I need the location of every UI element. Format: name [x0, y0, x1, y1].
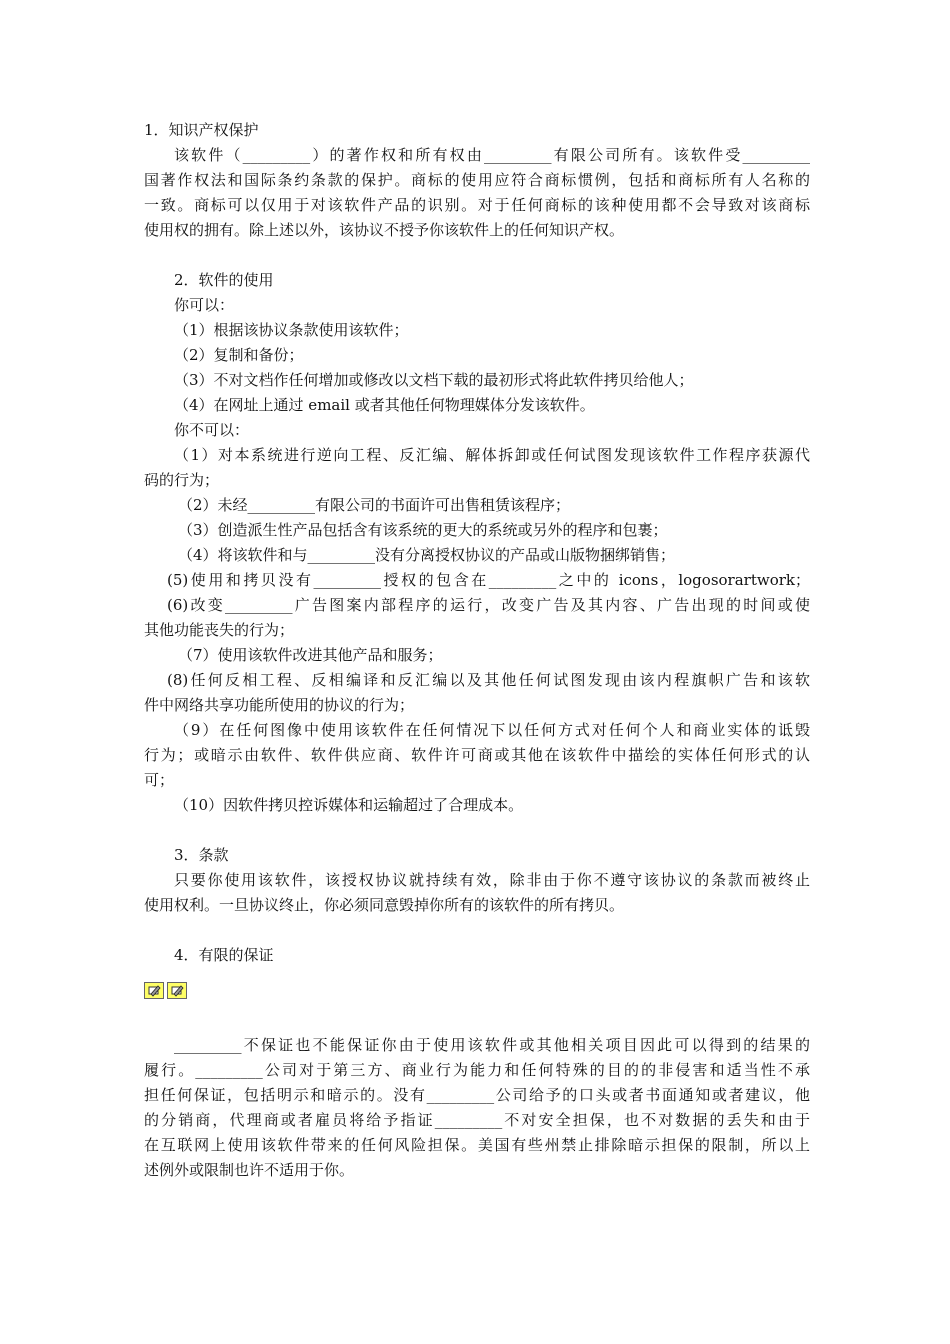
can-item: （4）在网址上通过 email 或者其他任何物理媒体分发该软件。 — [174, 396, 595, 414]
cannot-item: 码的行为； — [144, 471, 220, 489]
section-4-line: _________不保证也不能保证你由于使用该软件或其他相关项目因此可以得到的结果的 — [174, 1036, 810, 1054]
section-1-line: 该软件（_________）的著作权和所有权由_________有限公司所有。该软件受_________ — [174, 146, 810, 164]
cannot-item: 可； — [144, 771, 175, 789]
cannot-item: （3）创造派生性产品包括含有该系统的更大的系统或另外的程序和包裹； — [178, 521, 668, 539]
cannot-item: 件中网络共享功能所使用的协议的行为； — [144, 696, 415, 714]
section-4-heading: 4．有限的保证 — [174, 946, 274, 964]
cannot-item: （2）未经_________有限公司的书面许可出售租赁该程序； — [178, 496, 571, 514]
embedded-icons — [144, 982, 810, 1002]
cannot-item: （9）在任何图像中使用该软件在任何情况下以任何方式对任何个人和商业实体的诋毁 — [174, 721, 810, 739]
section-1-heading: 1．知识产权保护 — [144, 121, 259, 139]
pencil-edit-icon[interactable] — [144, 982, 164, 999]
section-1-line: 国著作权法和国际条约条款的保护。商标的使用应符合商标惯例，包括和商标所有人名称的 — [144, 171, 810, 189]
cannot-item: (6)改变_________广告图案内部程序的运行，改变广告及其内容、广告出现的时间或使 — [167, 596, 810, 614]
section-1-line: 使用权的拥有。除上述以外，该协议不授予你该软件上的任何知识产权。 — [144, 221, 625, 239]
can-item: （1）根据该协议条款使用该软件； — [174, 321, 409, 339]
can-item: （3）不对文档作任何增加或修改以文档下载的最初形式将此软件拷贝给他人； — [174, 371, 694, 389]
cannot-item: (5)使用和拷贝没有_________授权的包含在_________之中的 icons，logosorartwork； — [167, 571, 810, 589]
cannot-item: （4）将该软件和与_________没有分离授权协议的产品或山版物捆绑销售； — [178, 546, 676, 564]
cannot-item: 其他功能丧失的行为； — [144, 621, 295, 639]
section-3-line: 使用权利。一旦协议终止，你必须同意毁掉你所有的该软件的所有拷贝。 — [144, 896, 625, 914]
cannot-item: （10）因软件拷贝控诉媒体和运输超过了合理成本。 — [174, 796, 524, 814]
cannot-item: (8)任何反相工程、反相编译和反汇编以及其他任何试图发现由该内程旗帜广告和该软 — [167, 671, 810, 689]
section-4-line: 述例外或限制也许不适用于你。 — [144, 1161, 355, 1179]
section-4-line: 的分销商，代理商或者雇员将给予指证_________不对安全担保，也不对数据的丢失和由于 — [144, 1111, 810, 1129]
section-3-heading: 3．条款 — [174, 846, 229, 864]
cannot-item: （1）对本系统进行逆向工程、反汇编、解体拆卸或任何试图发现该软件工作程序获源代 — [174, 446, 810, 464]
pencil-edit-icon[interactable] — [167, 982, 187, 999]
section-2-heading: 2．软件的使用 — [174, 271, 274, 289]
cannot-label: 你不可以： — [174, 421, 250, 439]
section-4-line: 担任何保证，包括明示和暗示的。没有_________公司给予的口头或者书面通知或者建议，他 — [144, 1086, 810, 1104]
section-4-line: 在互联网上使用该软件带来的任何风险担保。美国有些州禁止排除暗示担保的限制，所以上 — [144, 1136, 810, 1154]
section-3-line: 只要你使用该软件，该授权协议就持续有效，除非由于你不遵守该协议的条款而被终止 — [174, 871, 810, 889]
section-4-line: 履行。_________公司对于第三方、商业行为能力和任何特殊的目的的非侵害和适当性不承 — [144, 1061, 810, 1079]
cannot-item: （7）使用该软件改进其他产品和服务； — [178, 646, 443, 664]
document-page — [144, 118, 810, 1183]
section-1-line: 一致。商标可以仅用于对该软件产品的识别。对于任何商标的该种使用都不会导致对该商标 — [144, 196, 810, 214]
cannot-item: 行为；或暗示由软件、软件供应商、软件许可商或其他在该软件中描绘的实体任何形式的认 — [144, 746, 810, 764]
can-label: 你可以： — [174, 296, 235, 314]
can-item: （2）复制和备份； — [174, 346, 304, 364]
